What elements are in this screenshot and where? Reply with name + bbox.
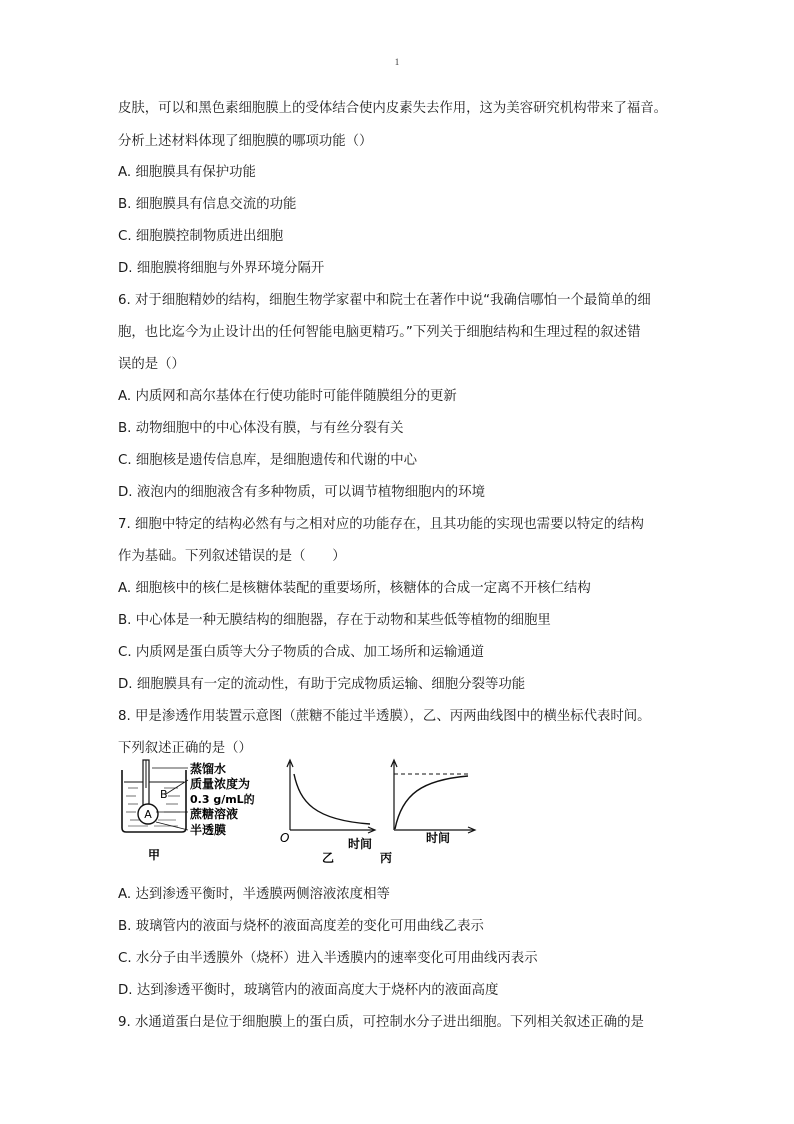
label-B: B [160,788,168,801]
label-bing: 丙 [380,851,393,865]
legend-line-3: 0.3 g/mL的 [190,793,255,806]
text-line: B. 玻璃管内的液面与烧杯的液面高度差的变化可用曲线乙表示 [118,919,484,934]
text-line: 误的是（） [118,357,185,372]
curve-bing-graph [380,760,475,865]
text-line: A. 细胞膜具有保护功能 [118,165,256,180]
text-line: D. 细胞膜将细胞与外界环境分隔开 [118,261,325,276]
text-line: 分析上述材料体现了细胞膜的哪项功能（） [118,134,373,149]
bing-time-label: 时间 [426,831,451,845]
text-line: 皮肤，可以和黑色素细胞膜上的受体结合使内皮素失去作用，这为美容研究机构带来了福音。 [118,101,668,116]
text-line: D. 液泡内的细胞液含有多种物质，可以调节植物细胞内的环境 [118,485,485,500]
text-line: D. 细胞膜具有一定的流动性，有助于完成物质运输、细胞分裂等功能 [118,677,526,692]
text-line: 7. 细胞中特定的结构必然有与之相对应的功能存在，且其功能的实现也需要以特定的结构 [118,517,644,532]
text-line: A. 达到渗透平衡时，半透膜两侧溶液浓度相等 [118,887,390,902]
text-line: B. 中心体是一种无膜结构的细胞器，存在于动物和某些低等植物的细胞里 [118,613,551,628]
text-line: C. 内质网是蛋白质等大分子物质的合成、加工场所和运输通道 [118,645,485,660]
legend-line-1: 蒸馏水 [190,762,227,776]
text-line: 8. 甲是渗透作用装置示意图（蔗糖不能过半透膜），乙、丙两曲线图中的横坐标代表时间。 [118,709,651,724]
page-number: 1 [394,57,400,67]
osmosis-figure-svg [118,758,498,866]
legend-line-2: 质量浓度为 [190,777,251,791]
label-jia: 甲 [148,848,161,862]
text-line: A. 内质网和高尔基体在行使功能时可能伴随膜组分的更新 [118,389,457,404]
text-line: 作为基础。下列叙述错误的是（ ） [118,549,346,564]
text-line: A. 细胞核中的核仁是核糖体装配的重要场所，核糖体的合成一定离不开核仁结构 [118,581,591,596]
beaker-diagram [122,760,255,862]
legend-line-5: 半透膜 [190,823,227,837]
text-line: C. 细胞核是遗传信息库，是细胞遗传和代谢的中心 [118,453,418,468]
yi-time-label: 时间 [348,837,373,851]
legend-line-4: 蔗糖溶液 [190,807,239,821]
label-A: A [144,808,152,821]
text-line: C. 细胞膜控制物质进出细胞 [118,229,284,244]
text-line: 下列叙述正确的是（） [118,741,252,756]
curve-yi-graph [280,760,375,865]
text-line: B. 动物细胞中的中心体没有膜，与有丝分裂有关 [118,421,404,436]
text-line: 6. 对于细胞精妙的结构，细胞生物学家翟中和院士在著作中说“我确信哪怕一个最简单的细 [118,293,651,308]
label-yi: 乙 [322,851,335,865]
yi-origin: O [280,831,290,845]
text-line: D. 达到渗透平衡时，玻璃管内的液面高度大于烧杯内的液面高度 [118,983,499,998]
yi-curve [294,774,370,824]
text-line: 9. 水通道蛋白是位于细胞膜上的蛋白质，可控制水分子进出细胞。下列相关叙述正确的是 [118,1015,644,1030]
text-line: 胞，也比迄今为止设计出的任何智能电脑更精巧。”下列关于细胞结构和生理过程的叙述错 [118,325,641,340]
bing-curve [395,776,468,829]
text-line: C. 水分子由半透膜外（烧杯）进入半透膜内的速率变化可用曲线丙表示 [118,951,538,966]
text-line: B. 细胞膜具有信息交流的功能 [118,197,297,212]
osmosis-figure [118,758,498,866]
